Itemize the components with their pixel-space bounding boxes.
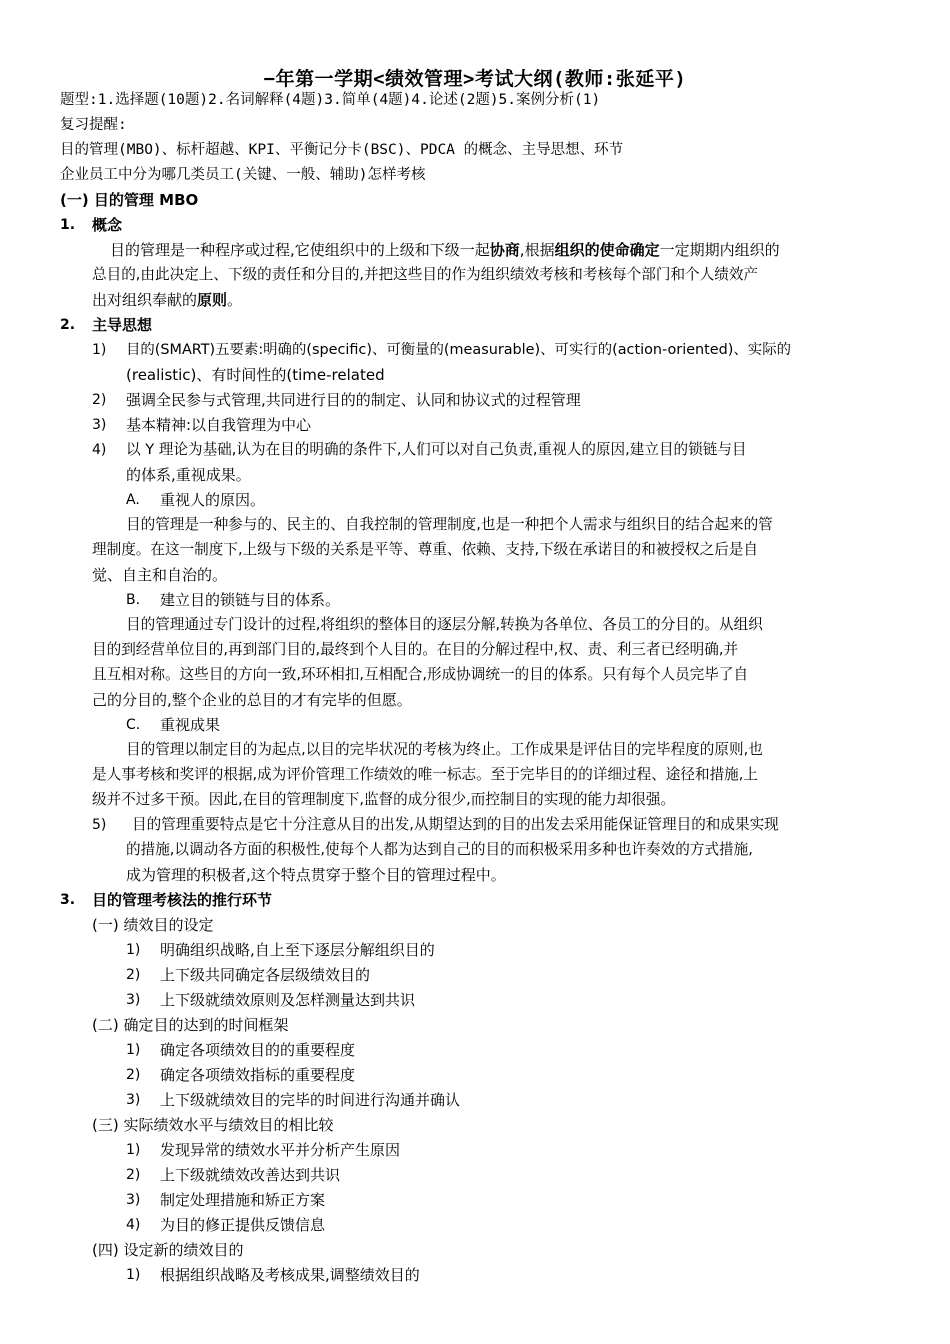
idea-item-number: 3) bbox=[92, 417, 107, 433]
step-item-number: 1) bbox=[126, 1142, 141, 1158]
idea-number: 2. bbox=[60, 317, 76, 333]
idea-item-number: 5) bbox=[92, 817, 107, 833]
concept-number: 1. bbox=[60, 217, 76, 233]
question-types: 题型:1.选择题(10题)2.名词解释(4题)3.简单(4题)4.论述(2题)5.案例分析(1) bbox=[60, 92, 601, 108]
sub-a-line-3: 觉、自主和自治的。 bbox=[92, 566, 228, 584]
step-item: 上下级就绩效原则及怎样测量达到共识 bbox=[160, 991, 416, 1009]
concept-line-1: 目的管理是一种程序或过程,它使组织中的上级和下级一起协商,根据组织的使命确定一定期期内组织的 bbox=[110, 241, 780, 259]
sub-c-line-3: 级并不过多干预。因此,在目的管理制度下,监督的成分很少,而控制目的实现的能力却很强。 bbox=[92, 791, 676, 808]
step-item-number: 1) bbox=[126, 1042, 141, 1058]
sub-item-letter: B. bbox=[126, 592, 141, 608]
step-item-number: 4) bbox=[126, 1217, 141, 1233]
step-item: 发现异常的绩效水平并分析产生原因 bbox=[160, 1141, 401, 1159]
step-item-number: 3) bbox=[126, 992, 141, 1008]
step-item: 为目的修正提供反馈信息 bbox=[160, 1216, 326, 1234]
steps-heading: 目的管理考核法的推行环节 bbox=[92, 891, 273, 909]
step-item: 根据组织战略及考核成果,调整绩效目的 bbox=[160, 1266, 420, 1284]
step-item-number: 3) bbox=[126, 1092, 141, 1108]
sub-b-line-2: 目的到经营单位目的,再到部门目的,最终到个人目的。在目的分解过程中,权、责、利三者已经明确,并 bbox=[92, 641, 739, 658]
sub-a-line-1: 目的管理是一种参与的、民主的、自我控制的管理制度,也是一种把个人需求与组织目的结合起来的管 bbox=[126, 516, 773, 533]
step-item-number: 2) bbox=[126, 1067, 141, 1083]
sub-item-letter: C. bbox=[126, 717, 141, 733]
idea-item-5-line-3: 成为管理的积极者,这个特点贯穿于整个目的管理过程中。 bbox=[126, 866, 506, 884]
idea-item-5-line-2: 的措施,以调动各方面的积极性,使每个人都为达到自己的目的而积极采用多种也许奏效的方式措施, bbox=[126, 841, 753, 858]
idea-heading: 主导思想 bbox=[92, 316, 153, 334]
review-line-2: 企业员工中分为哪几类员工(关键、一般、辅助)怎样考核 bbox=[60, 167, 426, 183]
concept-heading: 概念 bbox=[92, 216, 123, 234]
idea-item-4-line-2: 的体系,重视成果。 bbox=[126, 466, 251, 484]
sub-b-line-3: 且互相对称。这些目的方向一致,环环相扣,互相配合,形成协调统一的目的体系。只有每个人员完毕了自 bbox=[92, 666, 749, 683]
section-heading: (一) 目的管理 MBO bbox=[60, 191, 199, 209]
step-item: 明确组织战略,自上至下逐层分解组织目的 bbox=[160, 941, 435, 959]
step-item-number: 2) bbox=[126, 1167, 141, 1183]
steps-number: 3. bbox=[60, 892, 76, 908]
concept-line-2: 总目的,由此决定上、下级的责任和分目的,并把这些目的作为组织绩效考核和考核每个部门和个人绩效产 bbox=[92, 266, 759, 283]
review-line-1: 目的管理(MBO)、标杆超越、KPI、平衡记分卡(BSC)、PDCA 的概念、主导思想、环节 bbox=[60, 142, 624, 158]
idea-item-2: 强调全民参与式管理,共同进行目的的制定、认同和协议式的过程管理 bbox=[126, 391, 581, 409]
idea-item-1-line-1: 目的(SMART)五要素:明确的(specific)、可衡量的(measurable)、可实行的(action-oriented)、实际的 bbox=[126, 342, 791, 358]
sub-b-line-4: 己的分目的,整个企业的总目的才有完毕的但愿。 bbox=[92, 691, 412, 709]
sub-a-line-2: 理制度。在这一制度下,上级与下级的关系是平等、尊重、依赖、支持,下级在承诺目的和被授权之后是自 bbox=[92, 541, 759, 558]
sub-c-line-2: 是人事考核和奖评的根据,成为评价管理工作绩效的唯一标志。至于完毕目的的详细过程、途径和措施,上 bbox=[92, 766, 759, 783]
step-item: 确定各项绩效目的的重要程度 bbox=[160, 1041, 356, 1059]
idea-item-4-line-1: 以 Y 理论为基础,认为在目的明确的条件下,人们可以对自己负责,重视人的原因,建立目的锁链与目 bbox=[126, 441, 747, 458]
idea-item-number: 2) bbox=[92, 392, 107, 408]
step-item: 制定处理措施和矫正方案 bbox=[160, 1191, 326, 1209]
step-item-number: 2) bbox=[126, 967, 141, 983]
sub-c-line-1: 目的管理以制定目的为起点,以目的完毕状况的考核为终止。工作成果是评估目的完毕程度的原则,也 bbox=[126, 741, 763, 758]
idea-item-number: 4) bbox=[92, 442, 107, 458]
step-group-4: (四) 设定新的绩效目的 bbox=[92, 1241, 244, 1259]
step-item: 上下级就绩效目的完毕的时间进行沟通并确认 bbox=[160, 1091, 461, 1109]
sub-b-line-1: 目的管理通过专门设计的过程,将组织的整体目的逐层分解,转换为各单位、各员工的分目的。从组织 bbox=[126, 616, 763, 633]
step-item-number: 3) bbox=[126, 1192, 141, 1208]
step-group-1: (一) 绩效目的设定 bbox=[92, 916, 214, 934]
review-label: 复习提醒: bbox=[60, 117, 127, 133]
step-item: 上下级共同确定各层级绩效目的 bbox=[160, 966, 371, 984]
page-title: −年第一学期<绩效管理>考试大纲(教师:张延平) bbox=[263, 68, 687, 90]
step-group-3: (三) 实际绩效水平与绩效目的相比较 bbox=[92, 1116, 334, 1134]
sub-item-letter: A. bbox=[126, 492, 140, 508]
idea-item-5-line-1: 目的管理重要特点是它十分注意从目的出发,从期望达到的目的出发去采用能保证管理目的和成果实现 bbox=[132, 816, 779, 833]
step-item: 确定各项绩效指标的重要程度 bbox=[160, 1066, 356, 1084]
step-item: 上下级就绩效改善达到共识 bbox=[160, 1166, 341, 1184]
sub-item-c-heading: 重视成果 bbox=[160, 716, 221, 734]
step-item-number: 1) bbox=[126, 1267, 141, 1283]
sub-item-a-heading: 重视人的原因。 bbox=[160, 491, 266, 509]
idea-item-1-line-2: (realistic)、有时间性的(time-related bbox=[126, 366, 385, 384]
idea-item-number: 1) bbox=[92, 342, 107, 358]
sub-item-b-heading: 建立目的锁链与目的体系。 bbox=[160, 591, 341, 609]
concept-line-3: 出对组织奉献的原则。 bbox=[92, 291, 243, 309]
idea-item-3: 基本精神:以自我管理为中心 bbox=[126, 416, 312, 434]
step-item-number: 1) bbox=[126, 942, 141, 958]
step-group-2: (二) 确定目的达到的时间框架 bbox=[92, 1016, 289, 1034]
